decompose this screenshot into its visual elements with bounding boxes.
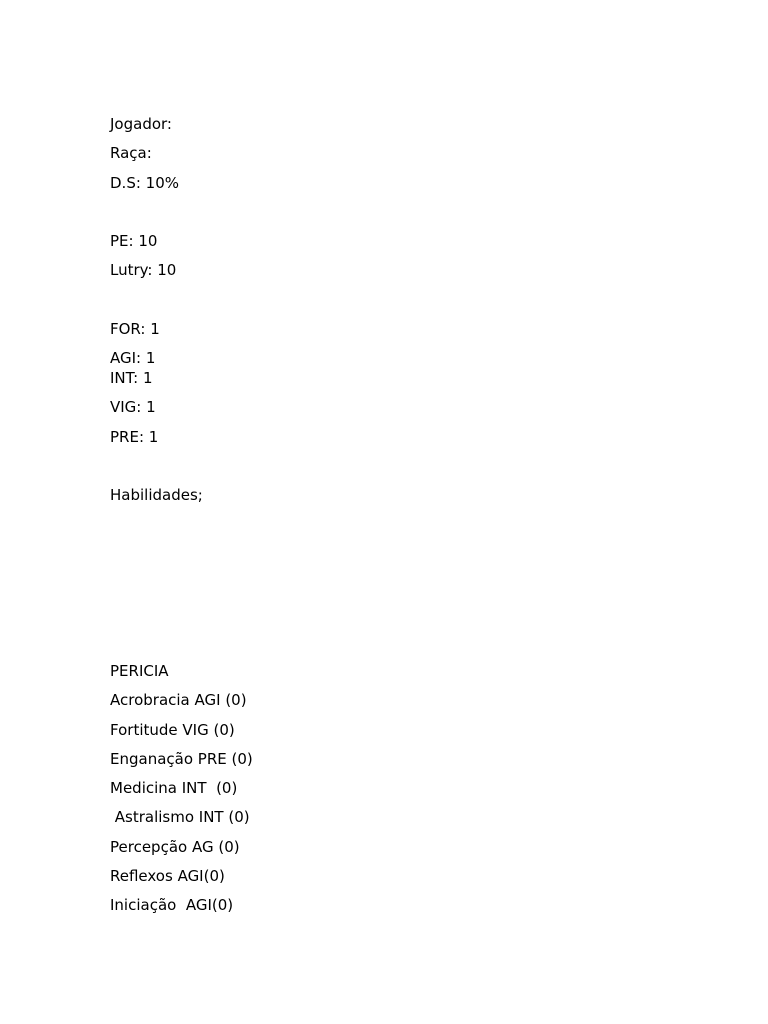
player-line: Jogador: xyxy=(110,115,172,133)
pericia-item: Reflexos AGI(0) xyxy=(110,867,225,885)
attribute-int: INT: 1 xyxy=(110,369,153,387)
pericia-item: Astralismo INT (0) xyxy=(110,808,250,826)
pericia-item: Percepção AG (0) xyxy=(110,838,240,856)
attribute-for: FOR: 1 xyxy=(110,320,160,338)
pericia-item: Acrobracia AGI (0) xyxy=(110,691,247,709)
attribute-agi: AGI: 1 xyxy=(110,349,156,367)
attribute-pre: PRE: 1 xyxy=(110,428,159,446)
race-line: Raça: xyxy=(110,144,152,162)
lutry-line: Lutry: 10 xyxy=(110,261,177,279)
ds-line: D.S: 10% xyxy=(110,174,180,192)
attribute-vig: VIG: 1 xyxy=(110,398,156,416)
pericia-item: Medicina INT (0) xyxy=(110,779,238,797)
pericia-item: Iniciação AGI(0) xyxy=(110,896,234,914)
habilidades-heading: Habilidades; xyxy=(110,486,203,504)
pericia-item: Fortitude VIG (0) xyxy=(110,721,235,739)
pericia-item: Enganação PRE (0) xyxy=(110,750,253,768)
pericia-heading: PERICIA xyxy=(110,662,169,680)
pe-line: PE: 10 xyxy=(110,232,158,250)
